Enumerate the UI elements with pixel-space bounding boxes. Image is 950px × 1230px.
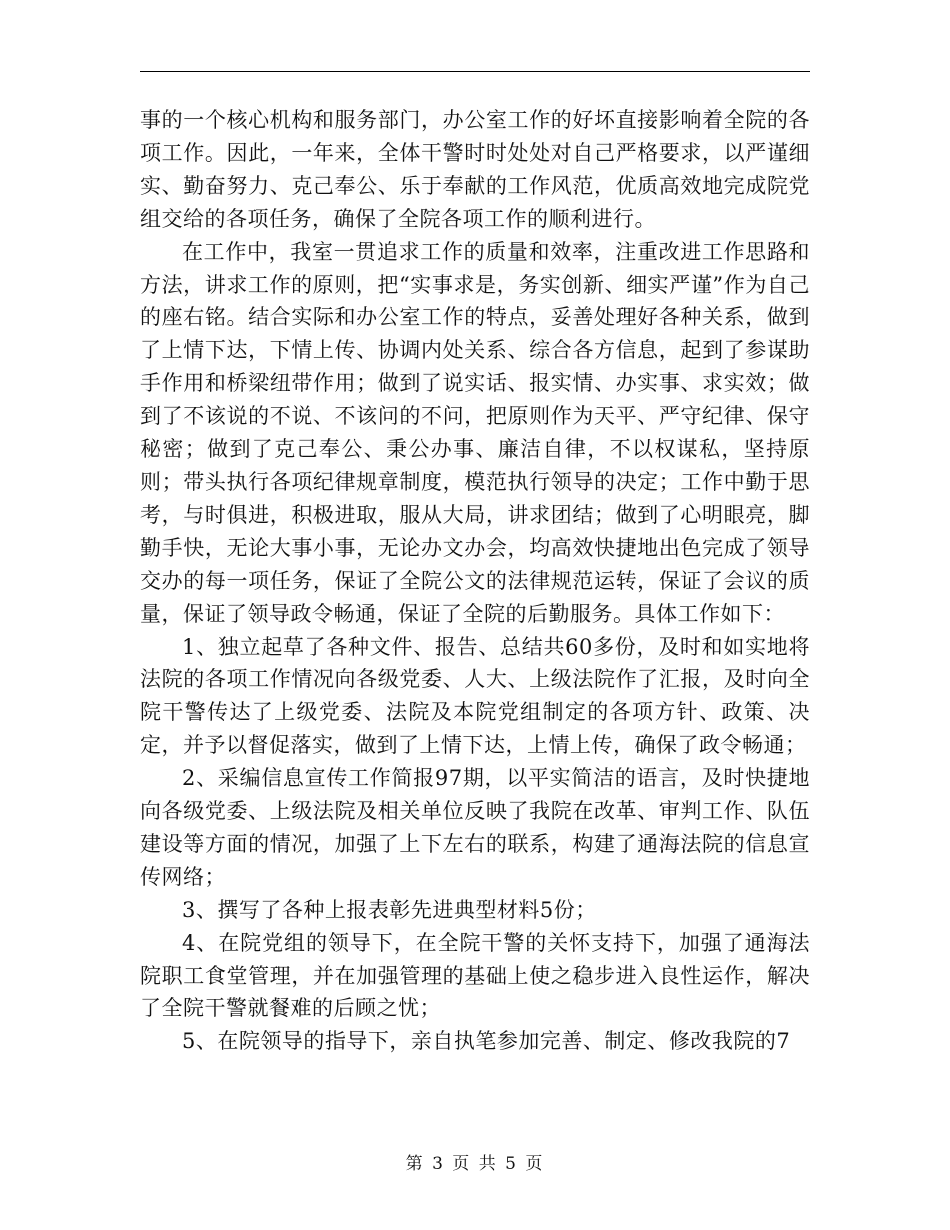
- header-rule: [140, 71, 810, 72]
- paragraph-item-1: 1、独立起草了各种文件、报告、总结共60多份，及时和如实地将法院的各项工作情况向各级党委、人大、上级法院作了汇报，及时向全院干警传达了上级党委、法院及本院党组制定的各项方针、政策、决定，并予以督促落实，做到了上情下达，上情上传，确保了政令畅通；: [140, 634, 810, 758]
- paragraph-item-4: 4、在院党组的领导下，在全院干警的关怀支持下，加强了通海法院职工食堂管理，并在加强管理的基础上使之稳步进入良性运作，解决了全院干警就餐难的后顾之忧；: [140, 930, 810, 1021]
- body-text: [140, 104, 810, 1058]
- page-number-footer: 第 3 页 共 5 页: [405, 1154, 545, 1174]
- paragraph-2: 在工作中，我室一贯追求工作的质量和效率，注重改进工作思路和方法，讲求工作的原则，把“实事求是，务实创新、细实严谨”作为自己的座右铭。结合实际和办公室工作的特点，妥善处理好各种关系，做到了上情下达，下情上传、协调内处关系、综合各方信息，起到了参谋助手作用和桥梁纽带作用；做到了说实话、报实情、办实事、求实效；做到了不该说的不说、不该问的不问，把原则作为天平、严守纪律、保守秘密；做到了克己奉公、秉公办事、廉洁自律，不以权谋私，坚持原则；带头执行各项纪律规章制度，模范执行领导的决定；工作中勤于思考，与时俱进，积极进取，服从大局，讲求团结；做到了心明眼亮，脚勤手快，无论大事小事，无论办文办会，均高效快捷地出色完成了领导交办的每一项任务，保证了全院公文的法律规范运转，保证了会议的质量，保证了领导政令畅通，保证了全院的后勤服务。具体工作如下：: [140, 239, 810, 626]
- paragraph-item-5: 5、在院领导的指导下，亲自执笔参加完善、制定、修改我院的7: [182, 1029, 791, 1054]
- paragraph-1: 事的一个核心机构和服务部门，办公室工作的好坏直接影响着全院的各项工作。因此，一年来，全体干警时时处处对自己严格要求，以严谨细实、勤奋努力、克己奉公、乐于奉献的工作风范，优质高效地完成院党组交给的各项任务，确保了全院各项工作的顺利进行。: [140, 108, 810, 231]
- paragraph-item-2: 2、采编信息宣传工作简报97期，以平实简洁的语言，及时快捷地向各级党委、上级法院及相关单位反映了我院在改革、审判工作、队伍建设等方面的情况，加强了上下左右的联系，构建了通海法院的信息宣传网络；: [140, 766, 810, 889]
- paragraph-item-3: 3、撰写了各种上报表彰先进典型材料5份；: [182, 897, 597, 922]
